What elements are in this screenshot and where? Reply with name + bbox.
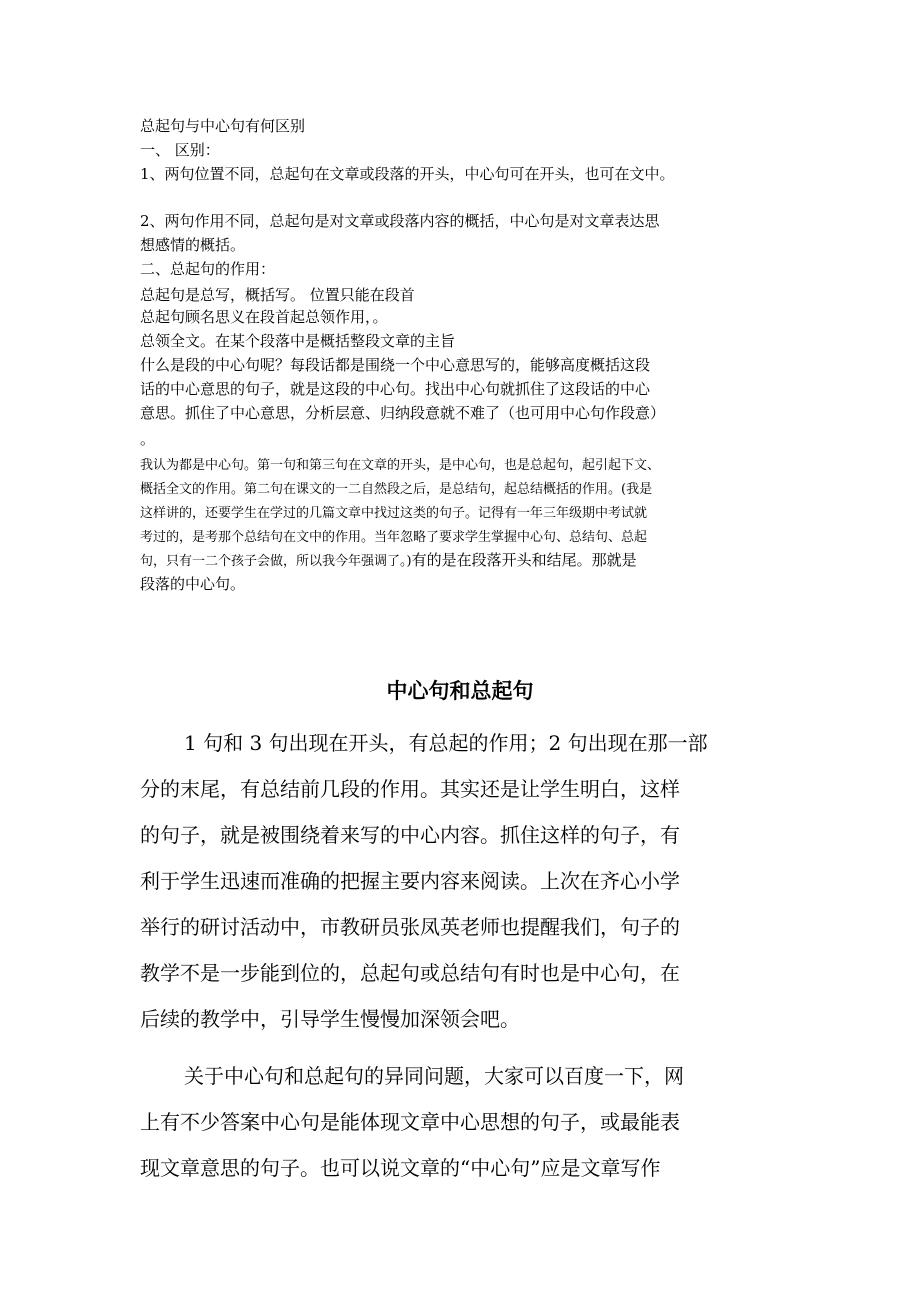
paragraph1-line6: 教学不是一步能到位的，总起句或总结句有时也是中心句，在 <box>140 961 680 985</box>
point2-line2: 想感情的概括。 <box>140 236 246 254</box>
question-line4: 。 <box>140 430 156 448</box>
role-line3: 总领全文。在某个段落中是概括整段文章的主旨 <box>140 332 456 350</box>
question-line2: 话的中心意思的句子，就是这段的中心句。找出中心句就抓住了这段话的中心 <box>140 380 651 398</box>
role-line2: 总起句顾名思义在段首起总领作用，。 <box>140 308 388 326</box>
paragraph1-line3: 的句子，就是被围绕着来写的中心内容。抓住这样的句子，有 <box>140 823 680 847</box>
question-line1: 什么是段的中心句呢？每段话都是围绕一个中心意思写的，能够高度概括这段 <box>140 356 651 374</box>
paragraph1-line1: 1 句和 3 句出现在开头，有总起的作用；2 句出现在那一部 <box>184 731 708 755</box>
section2-heading: 二、总起句的作用： <box>140 260 276 278</box>
paragraph1-line5: 举行的研讨活动中，市教研员张凤英老师也提醒我们，句子的 <box>140 915 680 939</box>
paragraph2-line1: 关于中心句和总起句的异同问题，大家可以百度一下，网 <box>184 1064 684 1088</box>
paragraph1-line2: 分的末尾，有总结前几段的作用。其实还是让学生明白，这样 <box>140 777 680 801</box>
comment-line2: 概括全文的作用。第二句在课文的一二自然段之后，是总结句，起总结概括的作用。(我是 <box>140 482 653 497</box>
role-line1: 总起句是总写，概括写。 位置只能在段首 <box>140 286 415 304</box>
comment-line1: 我认为都是中心句。第一句和第三句在文章的开头，是中心句，也是总起句，起引起下文、 <box>140 458 661 473</box>
point2-line1: 2、两句作用不同，总起句是对文章或段落内容的概括，中心句是对文章表达思 <box>140 212 660 230</box>
paragraph2-line2: 上有不少答案中心句是能体现文章中心思想的句子，或最能表 <box>140 1110 680 1134</box>
paragraph1-line7: 后续的教学中，引导学生慢慢加深领会吧。 <box>140 1007 520 1031</box>
comment-line5 <box>140 549 637 570</box>
notes-title: 总起句与中心句有何区别 <box>140 117 306 135</box>
comment-line3: 这样讲的，还要学生在学过的几篇文章中找过这类的句子。记得有一年三年级期中考试就 <box>140 506 648 521</box>
section1-heading: 一、 区别： <box>140 141 220 159</box>
paragraph2-line3: 现文章意思的句子。也可以说文章的“中心句”应是文章写作 <box>140 1156 661 1180</box>
point1: 1、两句位置不同，总起句在文章或段落的开头，中心句可在开头，也可在文中。 <box>140 165 675 183</box>
comment-line5-normal: 有的是在段落开头和结尾。那就是 <box>411 551 637 569</box>
question-line3: 意思。抓住了中心意思，分析层意、归纳段意就不难了（也可用中心句作段意） <box>140 404 666 422</box>
article-title: 中心句和总起句 <box>386 679 534 703</box>
comment-line6: 段落的中心句。 <box>140 575 246 593</box>
comment-line5-small: 句，只有一二个孩子会做，所以我今年强调了。) <box>140 554 412 569</box>
paragraph1-line4: 利于学生迅速而准确的把握主要内容来阅读。上次在齐心小学 <box>140 869 680 893</box>
comment-line4: 考过的，是考那个总结句在文中的作用。当年忽略了要求学生掌握中心句、总结句、总起 <box>140 530 648 545</box>
